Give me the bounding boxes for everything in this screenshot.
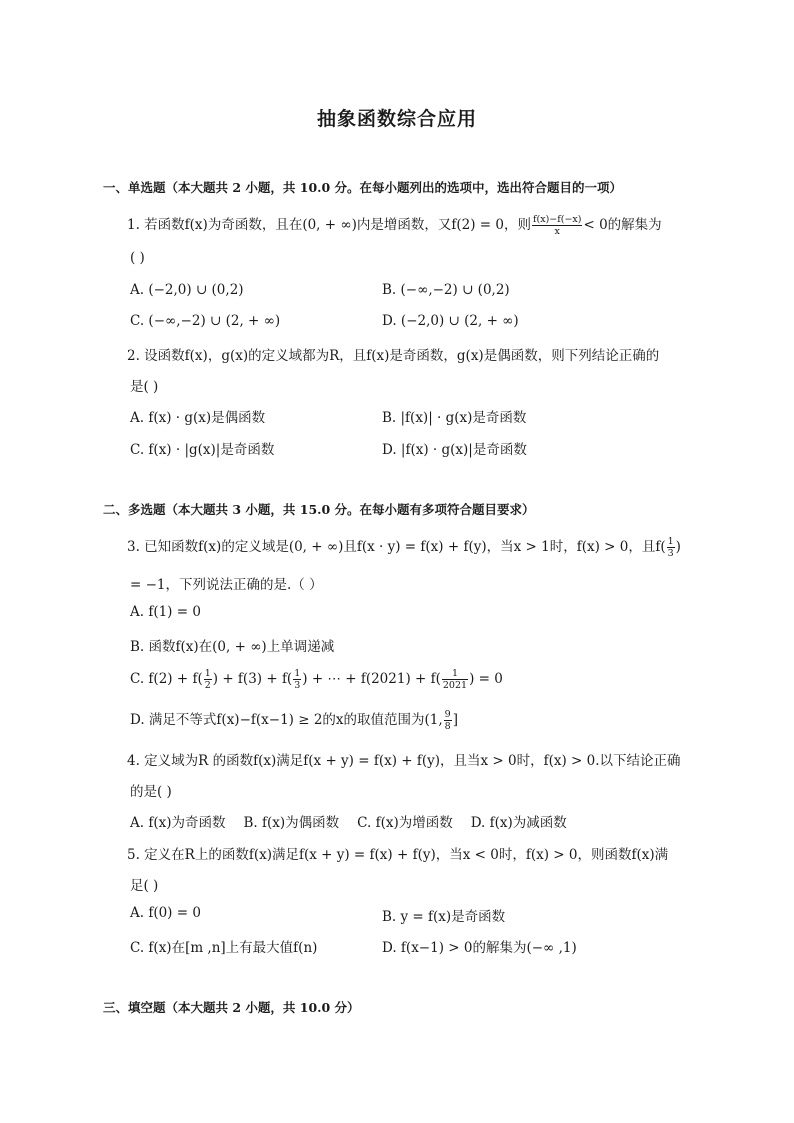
question-4-option-c: C. f(x)为增函数 xyxy=(357,815,453,831)
question-5-stem: 5. 定义在R上的函数f(x)满足f(x + y) = f(x) + f(y)，当x < 0时，f(x) > 0，则函数f(x)满 xyxy=(127,847,669,863)
question-2-option-a: A. f(x) · g(x)是偶函数 xyxy=(130,410,266,426)
fraction-denominator: 2021 xyxy=(442,680,468,691)
page-title: 抽象函数综合应用 xyxy=(316,108,477,130)
question-1-option-d: D. (−2,0) ∪ (2, + ∞) xyxy=(382,313,519,329)
question-5-option-c: C. f(x)在[m ,n]上有最大值f(n) xyxy=(130,940,318,956)
fraction xyxy=(444,709,452,732)
question-3-stem xyxy=(127,535,681,559)
fraction-denominator: 3 xyxy=(667,548,674,559)
question-3-text-end: ) xyxy=(675,539,681,555)
fraction-numerator: 1 xyxy=(667,536,674,547)
question-2-stem: 2. 设函数f(x)，g(x)的定义域都为R，且f(x)是奇函数，g(x)是偶函数，则下列结论正确的 xyxy=(127,348,660,364)
fraction-denominator: 3 xyxy=(294,680,301,691)
section-heading-single-choice: 一、单选题（本大题共 2 小题，共 10.0 分。在每小题列出的选项中，选出符合题目的一项） xyxy=(103,180,623,195)
question-4-stem: 4. 定义域为R 的函数f(x)满足f(x + y) = f(x) + f(y)，且当x > 0时，f(x) > 0.以下结论正确 xyxy=(127,753,681,769)
fraction-denominator: 8 xyxy=(444,721,451,732)
section-heading-fill-in: 三、填空题（本大题共 2 小题，共 10.0 分） xyxy=(103,1000,360,1015)
fraction xyxy=(442,668,468,691)
question-1-option-c: C. (−∞,−2) ∪ (2, + ∞) xyxy=(130,313,281,329)
fraction-numerator: 1 xyxy=(294,668,301,679)
fraction-numerator: 1 xyxy=(442,668,468,680)
section-heading-multi-choice: 二、多选题（本大题共 3 小题，共 15.0 分。在每小题有多项符合题目要求） xyxy=(103,502,535,517)
question-5-option-a: A. f(0) = 0 xyxy=(130,905,201,921)
question-3-option-a: A. f(1) = 0 xyxy=(130,604,201,620)
question-4-option-b: B. f(x)为偶函数 xyxy=(243,815,340,831)
question-1-stem xyxy=(127,213,662,237)
option-text: C. f(2) + f( xyxy=(130,671,203,687)
question-4-option-a: A. f(x)为奇函数 xyxy=(130,815,226,831)
fraction-numerator: f(x)−f(−x) xyxy=(532,214,582,225)
option-text: ) + f(3) + f( xyxy=(212,671,293,687)
question-2-option-d: D. |f(x) · g(x)|是奇函数 xyxy=(382,442,527,458)
question-2-stem-cont: 是( ) xyxy=(130,379,159,395)
question-5-option-b: B. y = f(x)是奇函数 xyxy=(382,909,506,925)
question-3-text: 3. 已知函数f(x)的定义域是(0, + ∞)且f(x · y) = f(x) + f(y)，当x > 1时，f(x) > 0，且f( xyxy=(127,539,666,555)
option-text: D. 满足不等式f(x)−f(x−1) ≥ 2的x的取值范围为(1, xyxy=(130,712,443,728)
question-4-option-d: D. f(x)为减函数 xyxy=(470,815,567,831)
question-5-option-d: D. f(x−1) > 0的解集为(−∞ ,1) xyxy=(382,940,577,956)
question-5-stem-cont: 足( ) xyxy=(130,878,159,894)
question-1-text: 1. 若函数f(x)为奇函数，且在(0, + ∞)内是增函数，又f(2) = 0，则 xyxy=(127,217,531,233)
question-1-option-b: B. (−∞,−2) ∪ (0,2) xyxy=(382,282,510,298)
question-3-option-d xyxy=(130,708,458,732)
question-2-option-b: B. |f(x)| · g(x)是奇函数 xyxy=(382,410,527,426)
fraction-numerator: 1 xyxy=(204,668,211,679)
question-1-option-a: A. (−2,0) ∪ (0,2) xyxy=(130,282,244,298)
question-3-stem-cont: = −1，下列说法正确的是.（ ） xyxy=(130,577,323,593)
fraction xyxy=(532,214,583,237)
fraction-denominator: 2 xyxy=(204,680,211,691)
question-3-option-b: B. 函数f(x)在(0, + ∞)上单调递减 xyxy=(130,639,335,655)
fraction-numerator: 9 xyxy=(444,709,451,720)
option-text: ] xyxy=(452,712,458,728)
question-1-text-end: < 0的解集为 xyxy=(583,217,662,233)
question-2-option-c: C. f(x) · |g(x)|是奇函数 xyxy=(130,442,275,458)
question-4-stem-cont: 的是( ) xyxy=(130,784,172,800)
fraction xyxy=(204,668,212,691)
question-3-option-c xyxy=(130,668,503,691)
fraction xyxy=(667,536,675,559)
fraction-denominator: x xyxy=(554,226,560,237)
option-text: ) + ⋯ + f(2021) + f( xyxy=(302,671,441,687)
option-text: ) = 0 xyxy=(469,671,503,687)
question-4-options xyxy=(130,811,585,831)
fraction xyxy=(293,668,301,691)
question-1-blank: ( ) xyxy=(130,250,145,266)
